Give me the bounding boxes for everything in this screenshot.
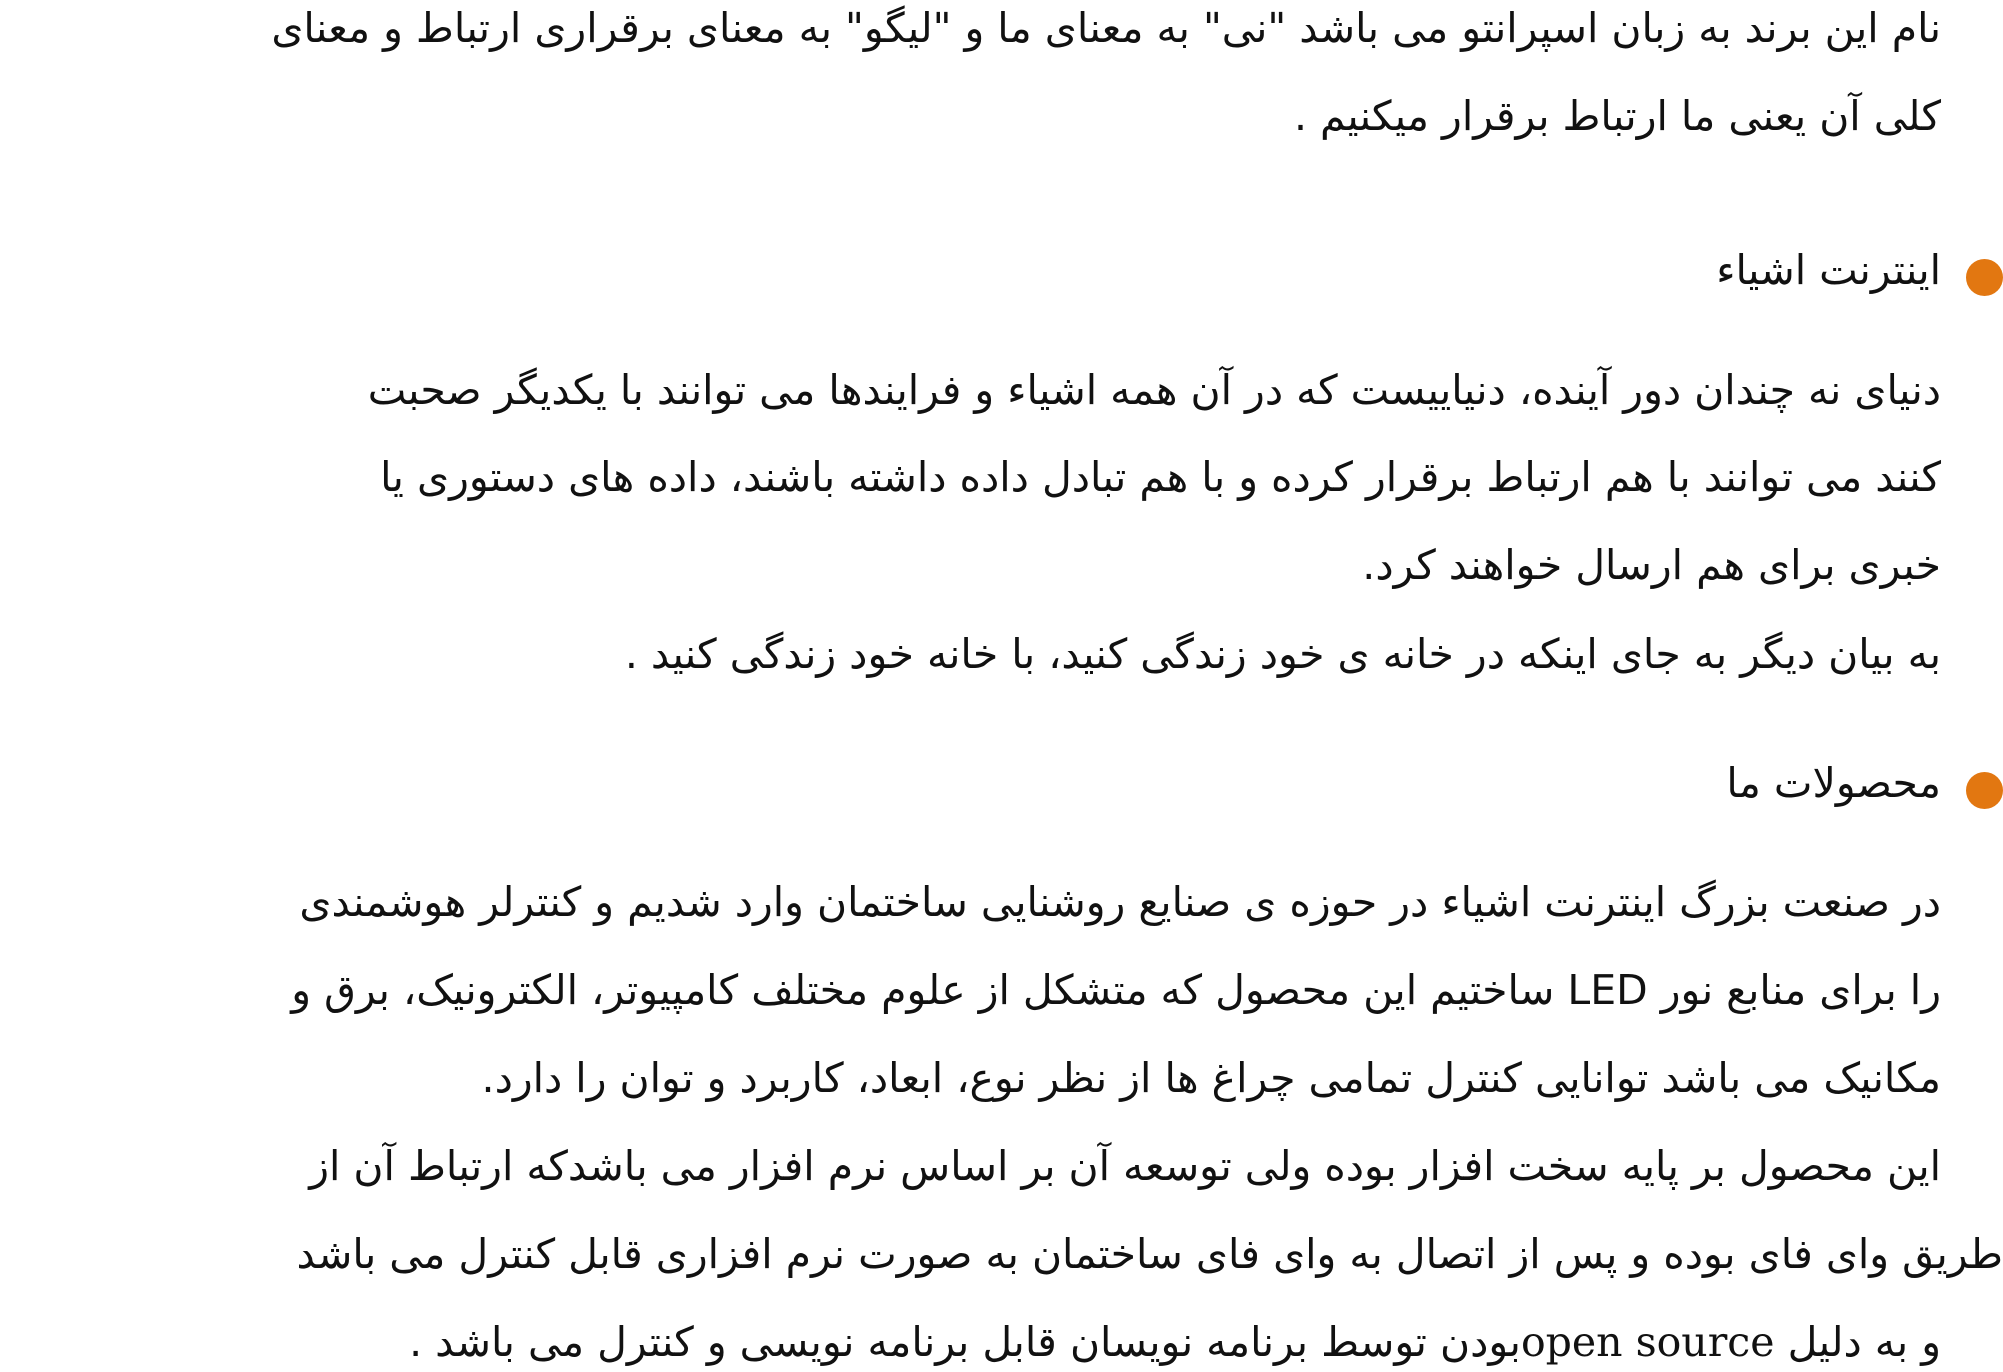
- products-line-6-after: بودن توسط برنامه نویسان قابل برنامه نویسی و کنترل می باشد .: [409, 1318, 1521, 1366]
- iot-line-1: دنیای نه چندان دور آینده، دنیاییست که در آن همه اشیاء و فرایندها می توانند با یکدیگر صحبت: [367, 366, 1941, 414]
- intro-line-2: کلی آن یعنی ما ارتباط برقرار میکنیم .: [1293, 92, 1941, 140]
- heading-iot: اینترنت اشیاء: [1716, 246, 1941, 294]
- products-line-3: مکانیک می باشد توانایی کنترل تمامی چراغ ها از نظر نوع، ابعاد، کاربرد و توان را دارد.: [481, 1054, 1941, 1102]
- products-line-2: را برای منابع نور LED ساختیم این محصول که متشکل از علوم مختلف کامپیوتر، الکترونیک، برق و: [291, 966, 1941, 1014]
- iot-line-4: به بیان دیگر به جای اینکه در خانه ی خود زندگی کنید، با خانه خود زندگی کنید .: [624, 630, 1941, 678]
- orange-circle-bullet-icon: [1966, 259, 2003, 296]
- products-line-6: [409, 1312, 1941, 1372]
- intro-line-1: نام این برند به زبان اسپرانتو می باشد "نی" به معنای ما و "لیگو" به معنای برقراری ارتباط و معنای: [271, 4, 1941, 52]
- open-source-term: open source: [1520, 1318, 1775, 1366]
- heading-products: محصولات ما: [1726, 759, 1941, 807]
- products-line-1: در صنعت بزرگ اینترنت اشیاء در حوزه ی صنایع روشنایی ساختمان وارد شدیم و کنترلر هوشمندی: [299, 878, 1941, 926]
- heading-iot-row: [0, 240, 2003, 300]
- products-line-4: این محصول بر پایه سخت افزار بوده ولی توسعه آن بر اساس نرم افزار می باشدکه ارتباط آن از: [309, 1142, 1941, 1190]
- products-line-6-before: و به دلیل: [1774, 1318, 1941, 1366]
- iot-line-3: خبری برای هم ارسال خواهند کرد.: [1362, 541, 1941, 589]
- products-line-5: طریق وای فای بوده و پس از اتصال به وای فای ساختمان به صورت نرم افزاری قابل کنترل می باشد: [296, 1230, 2003, 1278]
- heading-products-row: [0, 753, 2003, 813]
- orange-circle-bullet-icon: [1966, 772, 2003, 809]
- iot-line-2: کنند می توانند با هم ارتباط برقرار کرده و با هم تبادل داده داشته باشند، داده های دستوری یا: [380, 453, 1941, 501]
